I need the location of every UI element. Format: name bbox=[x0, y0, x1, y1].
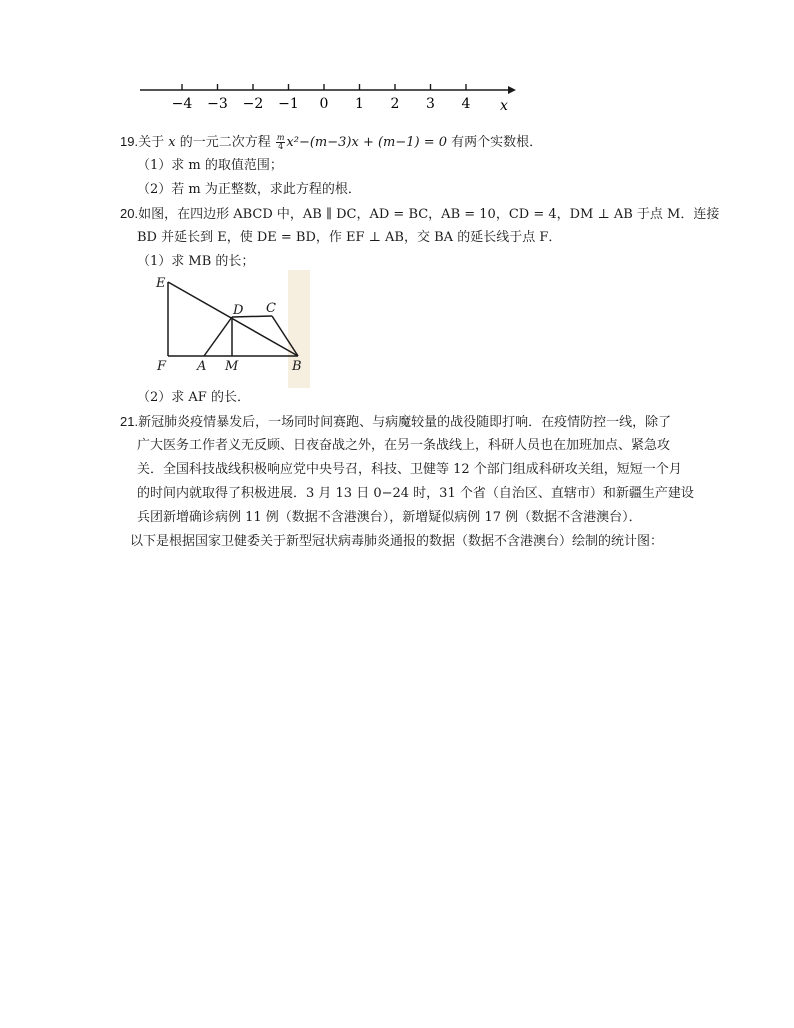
number-line-tick-label: −1 bbox=[278, 96, 299, 112]
number-line bbox=[130, 62, 530, 118]
number-line-arrow bbox=[508, 86, 516, 94]
q20-line2: BD 并延长到 E，使 DE = BD，作 EF ⊥ AB，交 BA 的延长线于点 F． bbox=[137, 230, 562, 245]
figure-label-E: E bbox=[156, 276, 166, 291]
q19-mid: 的一元二次方程 bbox=[175, 135, 275, 150]
q20-part1: （1）求 MB 的长； bbox=[137, 254, 255, 269]
q20-part2: （2）求 AF 的长． bbox=[137, 390, 250, 405]
number-line-tick-label: 1 bbox=[355, 96, 364, 112]
q21-line5: 兵团新增确诊病例 11 例（数据不含港澳台），新增疑似病例 17 例（数据不含港澳台）． bbox=[137, 510, 642, 525]
q19-part1: （1）求 m 的取值范围； bbox=[137, 158, 283, 173]
figure-label-M: M bbox=[225, 359, 239, 374]
figure-label-D: D bbox=[233, 303, 244, 318]
number-line-ticks bbox=[172, 84, 471, 112]
figure-label-A: A bbox=[197, 359, 207, 374]
number-line-tick-label: 4 bbox=[461, 96, 471, 112]
q21-line1: 新冠肺炎疫情暴发后，一场同时间赛跑、与病魔较量的战役随即打响．在疫情防控一线，除了 bbox=[138, 415, 672, 430]
q19-part2: （2）若 m 为正整数，求此方程的根． bbox=[137, 182, 361, 197]
number-line-tick-label: −3 bbox=[207, 96, 228, 112]
q19-pre: 关于 bbox=[138, 135, 169, 150]
q19-equation: x²−(m−3)x + (m−1) = 0 bbox=[286, 135, 448, 150]
q19-frac-num: m bbox=[276, 133, 285, 142]
q21-line2: 广大医务工作者义无反顾、日夜奋战之外，在另一条战线上，科研人员也在加班加点、紧急攻 bbox=[137, 438, 671, 453]
number-line-axis-label: x bbox=[500, 98, 508, 114]
number-line-tick-label: −4 bbox=[171, 96, 193, 112]
q20-stem-line1 bbox=[120, 203, 719, 226]
q21-line6: 以下是根据国家卫健委关于新型冠状病毒肺炎通报的数据（数据不含港澳台）绘制的统计图： bbox=[130, 534, 664, 549]
number-line-tick-label: 2 bbox=[390, 96, 400, 112]
q20-line1: 如图，在四边形 ABCD 中，AB ∥ DC，AD = BC，AB = 10，CD = 4，DM ⊥ AB 于点 M．连接 bbox=[138, 207, 720, 222]
q21-stem-line1 bbox=[120, 411, 671, 434]
figure-label-C: C bbox=[266, 301, 276, 316]
figure-lines bbox=[168, 282, 298, 356]
number-line-tick-label: −2 bbox=[242, 96, 264, 112]
figure-label-F: F bbox=[157, 359, 167, 374]
q19-stem bbox=[120, 131, 542, 154]
q19-fraction bbox=[276, 134, 286, 151]
q21-line3: 关．全国科技战线积极响应党中央号召，科技、卫健等 12 个部门组成科研攻关组，短短一个月 bbox=[137, 462, 682, 477]
q20-number: 20. bbox=[120, 206, 139, 221]
q19-post: 有两个实数根． bbox=[447, 135, 543, 150]
q19-var-x: x bbox=[168, 135, 176, 150]
number-line-tick-label: 3 bbox=[426, 96, 435, 112]
q21-line4: 的时间内就取得了积极进展．3 月 13 日 0−24 时，31 个省（自治区、直辖市）和新疆生产建设 bbox=[137, 486, 694, 501]
q21-number: 21. bbox=[120, 414, 139, 429]
q20-geometry-figure bbox=[148, 270, 310, 388]
number-line-tick-label: 0 bbox=[319, 96, 329, 112]
figure-label-B: B bbox=[292, 359, 302, 374]
q19-frac-den: 4 bbox=[278, 142, 284, 151]
q19-number: 19. bbox=[120, 134, 139, 149]
